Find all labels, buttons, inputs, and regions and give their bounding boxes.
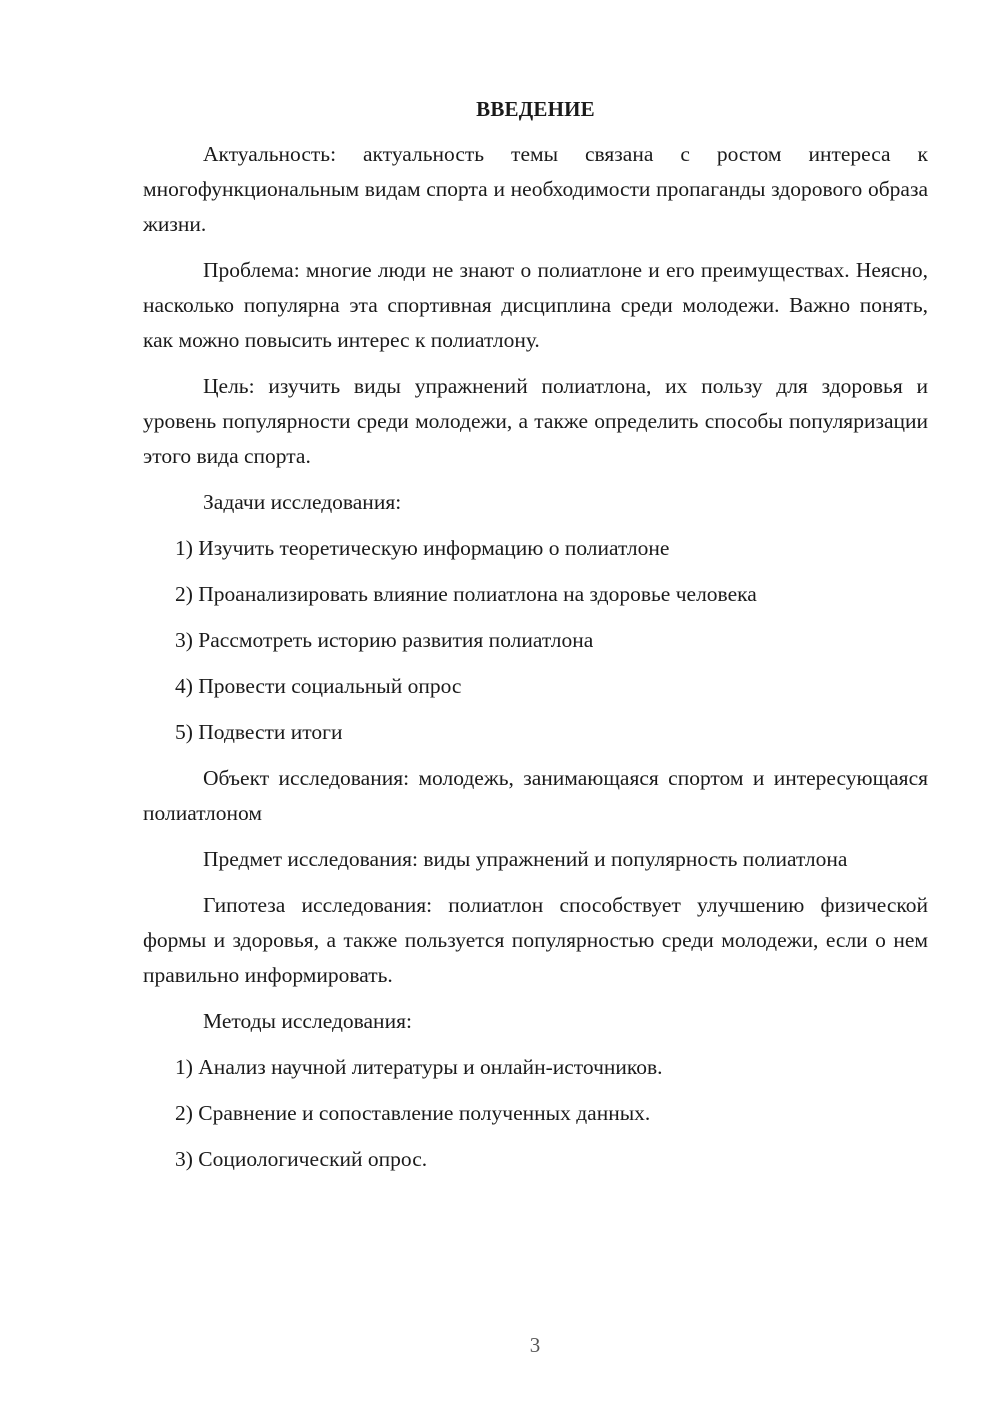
tasks-heading: Задачи исследования: (203, 490, 402, 514)
section-title: ВВЕДЕНИЕ (476, 97, 595, 121)
page-number: 3 (529, 1333, 541, 1357)
document-page (143, 92, 928, 1188)
hypothesis-paragraph: Гипотеза исследования: полиатлон способствует улучшению физической формы и здоровья, а также пользуется популярностью среди молодежи, если о нем правильно информировать. (143, 893, 928, 987)
relevance-paragraph: Актуальность: актуальность темы связана с ростом интереса к многофункциональным видам спорта и необходимости пропаганды здорового образа жизни. (143, 142, 928, 236)
methods-heading: Методы исследования: (203, 1009, 412, 1033)
method-item: 1) Анализ научной литературы и онлайн-источников. (175, 1055, 663, 1079)
goal-paragraph: Цель: изучить виды упражнений полиатлона, их пользу для здоровья и уровень популярности среди молодежи, а также определить способы популяризации этого вида спорта. (143, 374, 928, 468)
method-item: 2) Сравнение и сопоставление полученных данных. (175, 1101, 651, 1125)
task-item: 5) Подвести итоги (175, 720, 343, 744)
task-item: 1) Изучить теоретическую информацию о полиатлоне (175, 536, 670, 560)
task-item: 3) Рассмотреть историю развития полиатлона (175, 628, 594, 652)
object-paragraph: Объект исследования: молодежь, занимающаяся спортом и интересующаяся полиатлоном (143, 766, 928, 825)
method-item: 3) Социологический опрос. (175, 1147, 428, 1171)
task-item: 2) Проанализировать влияние полиатлона на здоровье человека (175, 582, 757, 606)
subject-paragraph: Предмет исследования: виды упражнений и популярность полиатлона (203, 847, 848, 871)
problem-paragraph: Проблема: многие люди не знают о полиатлоне и его преимуществах. Неясно, насколько популярна эта спортивная дисциплина среди молодежи. Важно понять, как можно повысить интерес к полиатлону. (143, 258, 928, 352)
task-item: 4) Провести социальный опрос (175, 674, 462, 698)
